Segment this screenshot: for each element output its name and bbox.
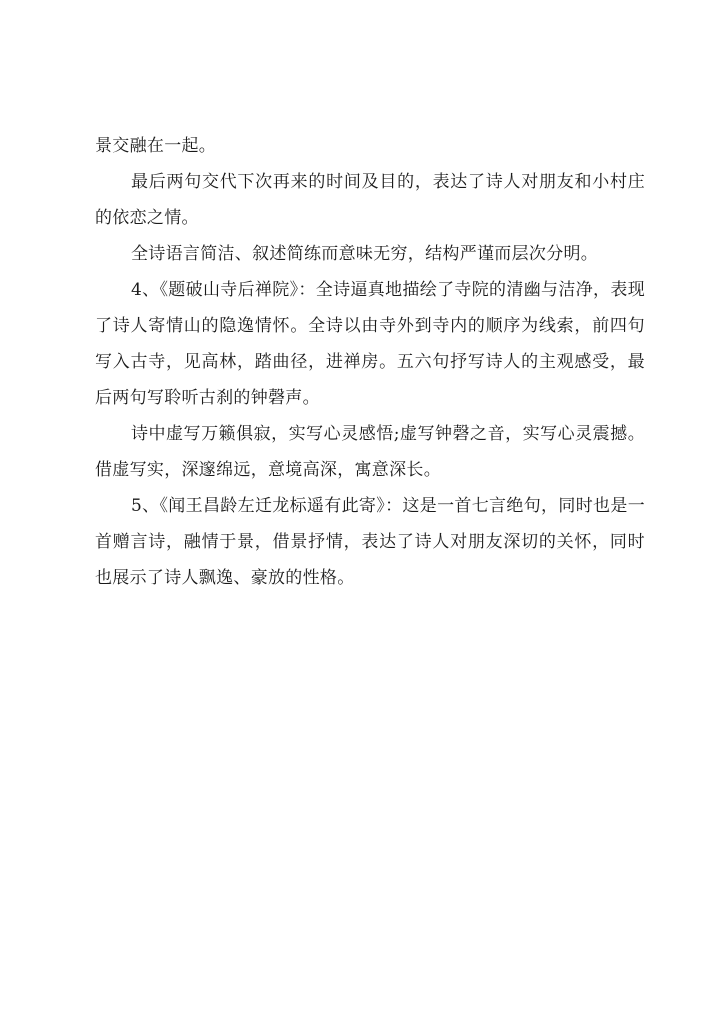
paragraph-last-lines-analysis: 最后两句交代下次再来的时间及目的，表达了诗人对朋友和小村庄的依恋之情。 — [95, 172, 645, 228]
paragraph-continuation: 景交融在一起。 — [95, 136, 217, 156]
paragraph-item-5: 5、《闻王昌龄左迁龙标遥有此寄》：这是一首七言绝句，同时也是一首赠言诗，融情于景，借景抒情，表达了诗人对朋友深切的关怀，同时也展示了诗人飘逸、豪放的性格。 — [95, 496, 645, 588]
paragraph-poem-summary: 全诗语言简洁、叙述简练而意味无穷，结构严谨而层次分明。 — [131, 244, 599, 264]
paragraph-item-4: 4、《题破山寺后禅院》：全诗逼真地描绘了寺院的清幽与洁净，表现了诗人寄情山的隐逸情怀。全诗以由寺外到寺内的顺序为线索，前四句写入古寺，见高林，踏曲径，进禅房。五六句抒写诗人的主观感受，最后两句写聆听古刹的钟磬声。 — [95, 280, 645, 408]
document-body — [95, 128, 645, 596]
paragraph-item-4-detail: 诗中虚写万籁俱寂，实写心灵感悟;虚写钟磬之音，实写心灵震撼。借虚写实，深邃绵远，意境高深，寓意深长。 — [95, 424, 645, 480]
